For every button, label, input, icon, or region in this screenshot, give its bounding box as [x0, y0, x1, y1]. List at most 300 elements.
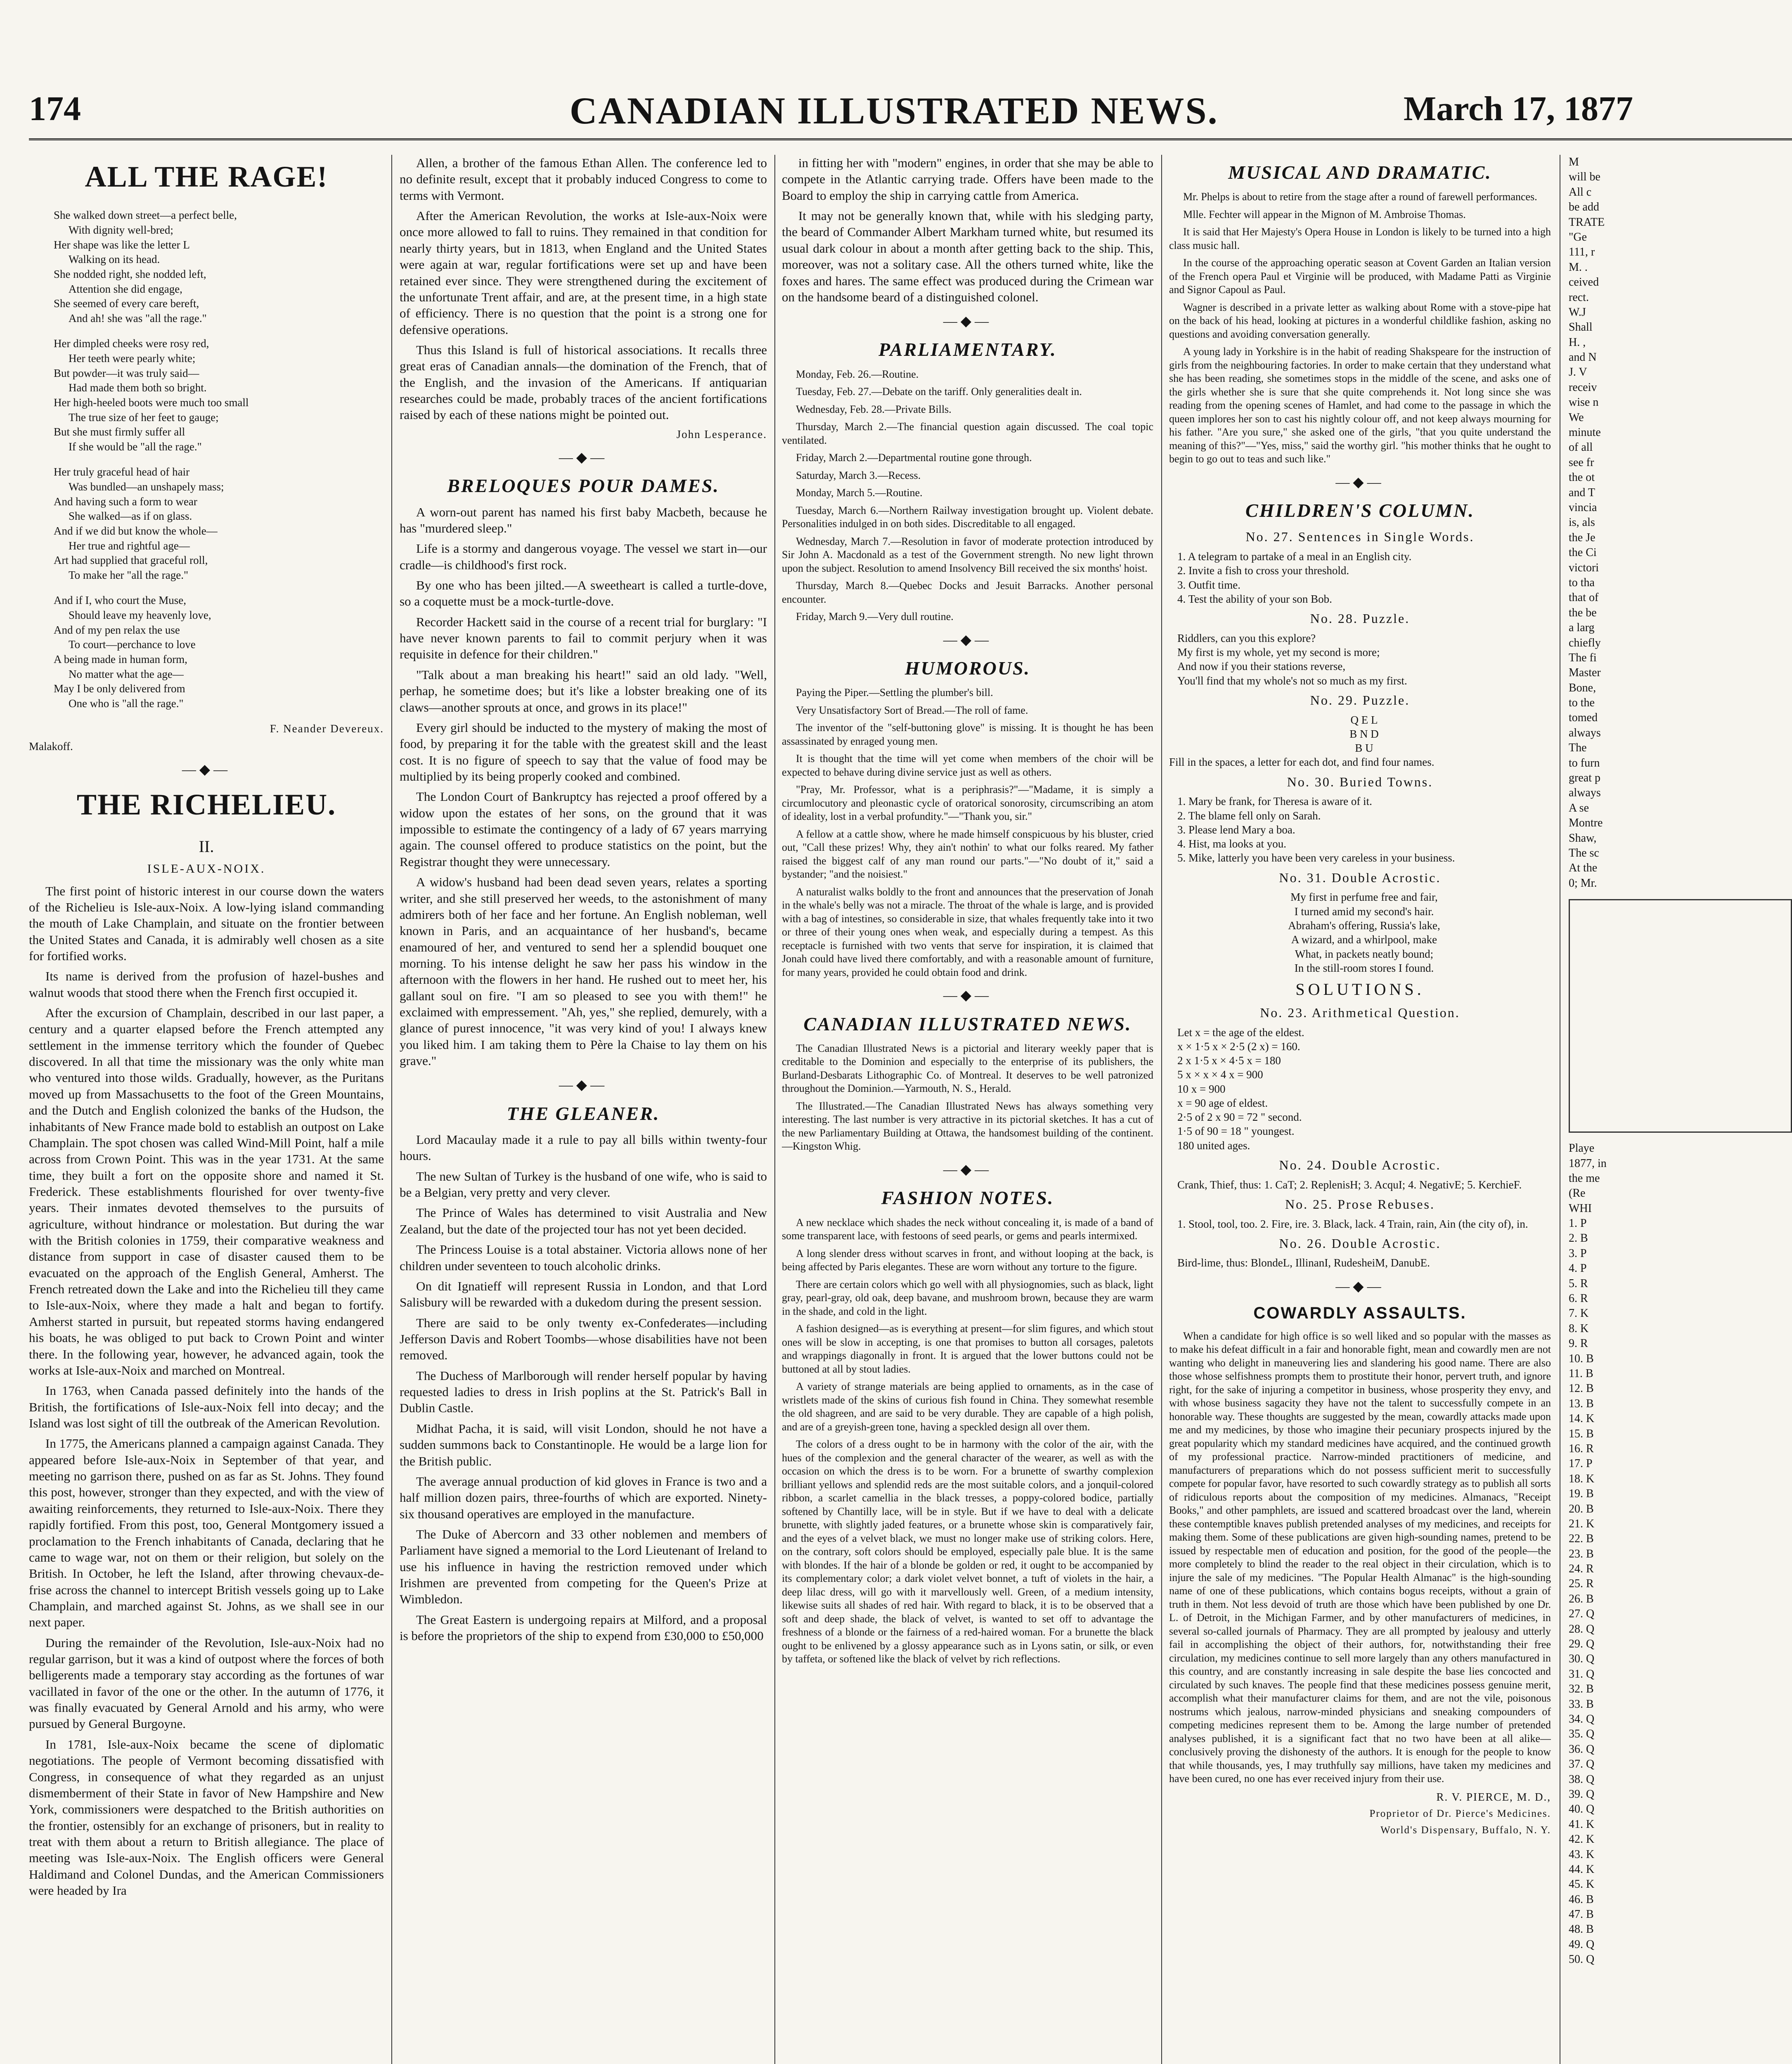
adjacent-numbered-item: 6. R — [1569, 1292, 1588, 1305]
parliamentary-item: Wednesday, Feb. 28.—Private Bills. — [796, 403, 952, 415]
puzzle-31-lines — [1169, 890, 1551, 975]
puzzle-27-line: 2. Invite a fish to cross your threshold. — [1177, 564, 1349, 577]
article-paragraph: After the American Revolution, the works at Isle-aux-Noix were once more allowed to fall to ruins. They remained in that condition for nearly thirty years, but in 1813, when England and the United States were again at war, regular fortifications were set up and have been retained ever since. They were strengthened during the excitement of the unfortunate Trent affair, and are, at the present time, in a high state of efficiency. There is no question that the point is a strong one for defensive operations. — [400, 208, 767, 337]
puzzle-27-lines — [1169, 549, 1551, 606]
puzzle-30-lines — [1169, 794, 1551, 865]
musical-item: It is said that Her Majesty's Opera House in London is likely to be turned into a high class music hall. — [1169, 226, 1551, 251]
column-3 — [782, 155, 1153, 2064]
adjacent-numbered-item: 19. B — [1569, 1487, 1594, 1501]
puzzle-28-line: Riddlers, can you this explore? — [1177, 632, 1316, 644]
fashion-item: A fashion designed—as is everything at present—for slim figures, and which stout ones will be slow in accepting, is one that promises to button all corsages, paletots and wrappings diagonally in front. It is argued that the lower buttons could not be buttoned at all by stout ladies. — [782, 1323, 1153, 1375]
adjacent-numbered-item: 25. R — [1569, 1577, 1594, 1591]
adjacent-fragment: to the — [1569, 696, 1595, 710]
adjacent-fragment: 1877, in — [1569, 1157, 1607, 1170]
adjacent-numbered-item: 48. B — [1569, 1923, 1594, 1936]
section-ornament: —◆— — [943, 632, 992, 648]
musical-item: In the course of the approaching operatic season at Covent Garden an Italian version of the French opera Paul et Virginie will be produced, with Madame Patti as Virginie and Signor Capoul as Paul. — [1169, 257, 1551, 296]
puzzle-29-heading: No. 29. Puzzle. — [1310, 692, 1410, 708]
adjacent-fragment: Montre — [1569, 817, 1603, 830]
adjacent-fragment: "Ge — [1569, 230, 1587, 244]
section-ornament: —◆— — [943, 314, 992, 329]
adjacent-fragment: the be — [1569, 606, 1597, 619]
solutions-heading: SOLUTIONS. — [1295, 980, 1425, 999]
breloques-item: Every girl should be inducted to the mystery of making the most of food, by preparing it for the table with the greatest skill and the least cost. It is no figure of speech to say that the value of food may be multiplied by its being properly cooked and combined. — [400, 720, 767, 783]
cowardly-title: COWARDLY ASSAULTS. — [1253, 1304, 1467, 1322]
article-paragraph: The first point of historic interest in our course down the waters of the Richelieu is Isle-aux-Noix. A low-lying island commanding the mouth of Lake Champlain, and situate on the frontier between the United States and Canada, it is admirably well chosen as a site for fortified works. — [29, 883, 384, 963]
article-paragraph: After the excursion of Champlain, described in our last paper, a century and a quarter elapsed before the French attempted any settlement in the immense territory which the founder of Quebec discovered. In all that time the missionary was the only white man who ventured into those wilds. Gradually, however, as the Puritans moved up from Massachusetts to the foot of the Green Mountains, and the Dutch and English colonized the banks of the Hudson, the inhabitants of New France made bold to establish an outpost on Lake Champlain. The spot chosen was called Wind-Mill Point, half a mile across from Crown Point. This was in the year 1731. At the same time, they built a fort on the opposite shore and named it St. Frederick. These establishments flourished for over twenty-five years. Their inmates devoted themselves to the pursuits of agriculture, without hindrance or molestation. But during the war with the British colonies in 1759, their comparative weakness and distance from support in case of disaster caused them to be evacuated on the approach of the English General, Amherst. The French retreated down the Lake and into the Richelieu till they came to Isle-aux-Noix, where they made a halt and began to fortify. Amherst started in pursuit, but repeated storms having endangered his boats, he was obliged to put back to Crown Point and winter there. In the following year, however, he advanced again, took the works at Isle-aux-Noix and marched on Montreal. — [29, 1006, 384, 1378]
puzzle-31-line: What, in packets neatly bound; — [1295, 947, 1434, 960]
column-1 — [29, 155, 384, 2064]
adjacent-fragment: always — [1569, 786, 1601, 800]
gleaner-item: There are said to be only twenty ex-Confederates—including Jefferson Davis and Robert Toombs—whose disabilities have not been removed. — [400, 1315, 767, 1363]
solution-23-line: 1·5 of 90 = 18 " youngest. — [1177, 1125, 1295, 1138]
fashion-item: There are certain colors which go well with all physiognomies, such as black, light gray, pearl-gray, old oak, deep bavane, and mushroom brown, because they are warm in the shade, and cold in the light. — [782, 1278, 1153, 1317]
parliamentary-item: Friday, March 2.—Departmental routine gone through. — [796, 452, 1032, 464]
adjacent-fragment: TRATE — [1569, 215, 1605, 229]
gleaner-item: The Princess Louise is a total abstainer. Victoria allows none of her children under seventeen to touch alcoholic drinks. — [400, 1242, 767, 1273]
header-rule — [29, 138, 1792, 140]
adjacent-page-fragments-bottom — [1569, 1141, 1792, 1216]
adjacent-numbered-item: 28. Q — [1569, 1622, 1595, 1636]
adjacent-fragment: rect. — [1569, 291, 1589, 304]
poem-line: But she must firmly suffer all — [54, 426, 185, 438]
poem-line: With dignity well-bred; — [69, 224, 173, 237]
adjacent-fragment: receiv — [1569, 381, 1597, 394]
breloques-item: By one who has been jilted.—A sweetheart is called a turtle-dove, so a coquette must be a mock-turtle-dove. — [400, 578, 767, 609]
humorous-title: HUMOROUS. — [904, 657, 1031, 679]
adjacent-numbered-item: 39. Q — [1569, 1787, 1595, 1801]
page-header — [29, 89, 1792, 134]
breloques-item: Life is a stormy and dangerous voyage. The vessel we start in—our cradle—is childhood's first rock. — [400, 541, 767, 572]
poem-line: Art had supplied that graceful roll, — [54, 554, 208, 567]
article-part: II. — [199, 837, 214, 856]
section-ornament: —◆— — [1335, 1278, 1385, 1294]
adjacent-numbered-item: 10. B — [1569, 1352, 1594, 1365]
adjacent-numbered-item: 40. Q — [1569, 1803, 1595, 1816]
puzzle-29-row: B U — [1355, 742, 1373, 755]
adjacent-numbered-item: 37. Q — [1569, 1758, 1595, 1771]
solution-26-heading: No. 26. Double Acrostic. — [1279, 1236, 1441, 1251]
adjacent-numbered-item: 29. Q — [1569, 1638, 1595, 1651]
gleaner-item: The Prince of Wales has determined to visit Australia and New Zealand, but the date of the projected tour has not yet been decided. — [400, 1205, 767, 1236]
poem-line: She nodded right, she nodded left, — [54, 267, 206, 280]
solution-23-line: 2 x 1·5 x × 4·5 x = 180 — [1177, 1054, 1281, 1067]
article-title: THE RICHELIEU. — [76, 788, 336, 821]
adjacent-fragment: The — [1569, 741, 1587, 755]
adjacent-fragment: and N — [1569, 351, 1597, 364]
adjacent-numbered-item: 23. B — [1569, 1547, 1594, 1560]
adjacent-fragment: The sc — [1569, 846, 1599, 859]
adjacent-numbered-item: 50. Q — [1569, 1953, 1595, 1966]
column-rule — [774, 155, 775, 2064]
poem-stanza — [54, 208, 384, 326]
adjacent-fragment: the Ci — [1569, 546, 1597, 559]
humorous-item: The inventor of the "self-buttoning glove" is missing. It is thought he has been assassinated by enraged young men. — [782, 722, 1153, 747]
adjacent-fragment: H. , — [1569, 336, 1586, 349]
humorous-item: A fellow at a cattle show, where he made himself conspicuous by his bluster, cried out, "Call these prizes! Why, they ain't nothin' to what our folks reared. My father raised the biggest calf of any man round our parts."—"No doubt of it," said a bystander; "and the noisiest." — [782, 828, 1153, 881]
adjacent-fragment: to tha — [1569, 576, 1595, 589]
parliamentary-item: Tuesday, Feb. 27.—Debate on the tariff. Only generalities dealt in. — [796, 386, 1082, 398]
adjacent-numbered-item: 45. K — [1569, 1878, 1595, 1891]
puzzle-30-line: 4. Hist, ma looks at you. — [1177, 838, 1286, 850]
cin-item: The Illustrated.—The Canadian Illustrated News has always something very interesting. The last number is very attractive in its pictorial sketches. It has a cut of the new Parliamentary Building at Ottawa, the handsomest building of the continent.—Kingston Whig. — [782, 1100, 1153, 1153]
puzzle-29-note: Fill in the spaces, a letter for each dot, and find four names. — [1169, 756, 1435, 769]
adjacent-numbered-item: 34. Q — [1569, 1712, 1595, 1726]
adjacent-numbered-item: 9. R — [1569, 1337, 1588, 1350]
puzzle-30-line: 2. The blame fell only on Sarah. — [1177, 809, 1321, 822]
cowardly-paragraph: When a candidate for high office is so well liked and so popular with the masses as to make his defeat difficult in a fair and honorable fight, mean and cowardly men are not wanting who delight in maneuvering lies and slandering his good name. There are also those whose selfishness prompts them to prostitute their honor, pervert truth, and ignore right, for the sake of injuring a competitor in business, whose prosperity they envy, and with whose business sagacity they have not the talent to successfully compete in an honorable way. These thoughts are suggested by the mean, cowardly attacks made upon me and my medicines, by those who imagine their pecuniary prospects injured by the great popularity which my standard medicines have acquired, and the continued growth of my professional practice. Narrow-minded practitioners of medicine, and manufacturers of preparations which do not possess sufficient merit to successfully compete for popular favor, have resorted to such cowardly strategy as to publish all sorts of ridiculous reports about the composition of my medicines. Almanacs, "Receipt Books," and other pamphlets, are issued and scattered broadcast over the land, wherein these contemptible knaves publish pretended analyses of my medicines, and receipts for making them. Some of these publications are given high-sounding names, pretend to be issued by respectable men of education and position, for the good of the people—the more completely to blind the reader to the real object in their circulation, which is to injure the sale of my medicines. "The Popular Health Almanac" is the high-sounding name of one of these publications, which contains bogus receipts, without a grain of truth in them. Not less devoid of truth are those which have been published by one Dr. L. of Detroit, in the Michigan Farmer, and by other manufacturers of medicines, in several so-called journals of Pharmacy. They are all prompted by jealousy and utterly fail in accomplishing the object of their authors, for, notwithstanding their free circulation, my medicines continue to sell more largely than any others manufactured in this country, and are constantly increasing in sale despite the base lies concocted and circulated by such knaves. The people find that these medicines possess genuine merit, accomplish what their manufacturer claims for them, and are not the vile, poisonous nostrums which jealous, narrow-minded physicians and sneaking compounders of competing medicines represent them to be. Among the large number of pretended analyses published, it is a significant fact that no two have been at all alike—conclusively proving the dishonesty of the authors. It is enough for the people to know that while thousands, yes, I may truthfully say millions, have taken my medicines and have been cured, no one has ever received injury from their use. — [1169, 1330, 1551, 1785]
adjacent-numbered-item: 15. B — [1569, 1427, 1594, 1440]
gleaner-item: The Duke of Abercorn and 33 other noblemen and members of Parliament have signed a memorial to the Lord Lieutenant of Ireland to use his influence in having the restriction removed under which Irishmen are prevented from competing for the Queen's Prize at Wimbledon. — [400, 1527, 767, 1607]
adjacent-numbered-item: 43. K — [1569, 1848, 1595, 1861]
puzzle-29-row: B N D — [1349, 727, 1379, 740]
adjacent-numbered-item: 12. B — [1569, 1382, 1594, 1395]
adjacent-page-box — [1569, 899, 1792, 1133]
poem-line: And of my pen relax the use — [54, 623, 180, 636]
adjacent-fragment: is, als — [1569, 516, 1595, 529]
gleaner-item: The Great Eastern is undergoing repairs at Milford, and a proposal is before the proprietors of the ship to expend from £30,000 to £50,000 — [400, 1612, 767, 1643]
adjacent-numbered-item: 24. R — [1569, 1562, 1594, 1576]
gleaner-title: THE GLEANER. — [507, 1103, 660, 1124]
column-2 — [400, 155, 767, 2064]
children-title: CHILDREN'S COLUMN. — [1245, 500, 1475, 521]
fashion-item: The colors of a dress ought to be in harmony with the color of the air, with the hues of the complexion and the general character of the wearer, as well as with the occasion on which the dress is to be worn. For a brunette of swarthy complexion brilliant yellows and splendid reds are the most suitable colors, and a jonquil-colored ribbon, a scarlet camellia in the black tresses, a poppy-colored bodice, partially softened by Chantilly lace, will be in style. But if we have to deal with a delicate brunette, with slightly jaded features, or a brunette whose skin is comparatively fair, and the eyes of a velvet black, we must no longer make use of striking colors. Here, on the contrary, soft colors should be employed, especially pale blue. It is the same with blondes. If the hair of a blonde be golden or red, it ought to be accompanied by its complementary color; a dark violet velvet bonnet, a tuft of violets in the hair, a deep lilac dress, will go with it marvellously well. Green, of a medium intensity, likewise suits all shades of red hair. With regard to black, it is to be observed that a soft and deep shade, the black of velvet, is wanted to set off to advantage the freshness of a blonde or the fairness of a red-haired woman. For a brunette the black ought to be enlivened by a glossy appearance such as in Lyons satin, or silk, or even by taffeta, or softened like the black of velvet by rich reflections. — [782, 1438, 1153, 1665]
puzzle-31-line: In the still-room stores I found. — [1294, 961, 1434, 974]
poem-line: A being made in human form, — [54, 653, 187, 665]
solution-23-line: 2·5 of 2 x 90 = 72 " second. — [1177, 1111, 1302, 1124]
adjacent-fragment: M — [1569, 156, 1579, 168]
breloques-item: Recorder Hackett said in the course of a recent trial for burglary: "I have never known parents to fail to commit perjury when it was requisite in defence for their children." — [400, 614, 767, 662]
poem-line: She walked down street—a perfect belle, — [54, 209, 237, 222]
solution-23-lines — [1169, 1025, 1551, 1153]
adjacent-page-fragments-top — [1569, 155, 1792, 891]
section-ornament: —◆— — [943, 988, 992, 1004]
poem-line: And if I, who court the Muse, — [54, 594, 186, 607]
poem-line: The true size of her feet to gauge; — [69, 411, 219, 424]
parliamentary-item: Thursday, March 2.—The financial question again discussed. The coal topic ventilated. — [782, 421, 1153, 446]
puzzle-31-line: A wizard, and a whirlpool, make — [1291, 933, 1437, 946]
article-paragraph: Allen, a brother of the famous Ethan Allen. The conference led to no definite result, except that it probably induced Congress to come to terms with Vermont. — [400, 156, 767, 203]
breloques-item: A widow's husband had been dead seven years, relates a sporting writer, and she still preserved her weeds, to the astonishment of many admirers both of her face and her fortune. An English nobleman, well known in Paris, and an acquaintance of her husband's, became enamoured of her, and ventured to send her a splendid bouquet one morning. To his intense delight he saw her pass his window in the afternoon with the flowers in her hand. He rushed out to meet her, his gallant soul on fire. "I am so pleased to see you with them!" he exclaimed with empressement. "Ah, yes," she replied, demurely, with a glance of purest innocence, "it was very kind of you! I always knew you liked him. I am taking them to Père la Chaise to lay them on his grave." — [400, 875, 767, 1068]
fashion-item: A new necklace which shades the neck without concealing it, is made of a band of some transparent lace, with festoons of seed pearls, or gems and pearls intermixed. — [782, 1216, 1153, 1242]
musical-title: MUSICAL AND DRAMATIC. — [1228, 162, 1492, 183]
page-number: 174 — [29, 90, 81, 128]
gleaner-item: Lord Macaulay made it a rule to pay all bills within twenty-four hours. — [400, 1132, 767, 1163]
article-paragraph: In 1775, the Americans planned a campaign against Canada. They appeared before Isle-aux-Noix in September of that year, and meeting no garrison there, pushed on as far as St. Johns. They found this post, however, stronger than they expected, and with the view of awaiting reinforcements, they returned to Isle-aux-Noix. There they rapidly fortified. From this post, too, General Montgomery issued a proclamation to the French inhabitants of Canada, declaring that he came to wage war, not on them or their religion, but solely on the British. In October, he left the Island, after throwing chevaux-de-frise across the channel to intercept British vessels going up to Lake Champlain, and marched against St. Johns, as we shall see in our next paper. — [29, 1436, 384, 1630]
adjacent-numbered-item: 30. Q — [1569, 1652, 1595, 1666]
puzzle-27-line: 1. A telegram to partake of a meal in an English city. — [1177, 550, 1412, 563]
adjacent-fragment: will be — [1569, 170, 1600, 184]
adjacent-numbered-item: 36. Q — [1569, 1742, 1595, 1756]
gleaner-item: in fitting her with "modern" engines, in order that she may be able to compete in the Atlantic carrying trade. Offers have been made to the Board to employ the ship in carrying cattle from America. — [782, 156, 1153, 203]
adjacent-fragment: victori — [1569, 561, 1599, 574]
adjacent-numbered-item: 26. B — [1569, 1592, 1594, 1605]
solution-23-line: x = 90 age of eldest. — [1177, 1096, 1268, 1109]
poem-line: To make her "all the rage." — [69, 568, 189, 581]
adjacent-numbered-item: 27. Q — [1569, 1607, 1595, 1621]
solution-25-heading: No. 25. Prose Rebuses. — [1285, 1196, 1435, 1212]
adjacent-numbered-item: 13. B — [1569, 1397, 1594, 1410]
article-paragraph: In 1781, Isle-aux-Noix became the scene of diplomatic negotiations. The people of Vermont becoming dissatisfied with Congress, in consequence of what they regarded as an unjust dismemberment of their State in favor of New Hampshire and New York, commissioners were despatched to the British authorities on the frontier, ostensibly for an exchange of prisoners, but in reality to treat with them about a return to British allegiance. The place of meeting was Isle-aux-Noix. The English officers were General Haldimand and Colonel Dundas, and the American Commissioners were headed by Ira — [29, 1737, 384, 1898]
poem-line: Her truly graceful head of hair — [54, 466, 190, 478]
adjacent-fragment: Playe — [1569, 1142, 1595, 1155]
fashion-item: A long slender dress without scarves in front, and without looping at the back, is being affected by Paris elegantes. These are worn without any torture to the figure. — [782, 1247, 1153, 1273]
puzzle-30-line: 5. Mike, latterly you have been very careless in your business. — [1177, 852, 1455, 864]
poem-line: And if we did but know the whole— — [54, 524, 218, 537]
poem-place: Malakoff. — [29, 740, 73, 753]
puzzle-31-line: I turned amid my second's hair. — [1294, 905, 1434, 918]
fashion-title: FASHION NOTES. — [881, 1187, 1054, 1209]
adjacent-numbered-item: 2. B — [1569, 1232, 1588, 1245]
gleaner-continued — [782, 155, 1153, 305]
adjacent-fragment: chiefly — [1569, 636, 1601, 649]
article-paragraph: In 1763, when Canada passed definitely into the hands of the British, the fortifications of Isle-aux-Noix fell into decay; and the Island was lost sight of till the outbreak of the American Revolution. — [29, 1383, 384, 1430]
adjacent-fragment: Bone, — [1569, 681, 1596, 694]
adjacent-fragment: 0; Mr. — [1569, 876, 1597, 890]
gleaner-item: The new Sultan of Turkey is the husband of one wife, who is said to be a Belgian, very pretty and very clever. — [400, 1169, 767, 1200]
article-signature: John Lesperance. — [676, 428, 767, 440]
musical-item: A young lady in Yorkshire is in the habit of reading Shakspeare for the instruction of girls from the neighbouring factories. In order to make certain that they understand what she has been reading, she sometimes stops in the middle of the scene, and asks one of the girls whether she is sure that she quite comprehends it. Not long since she was reading from the opening scenes of Hamlet, and had come to the passage in which the queen implores her son to cast his nightly colour off, and not keep always mourning for his father. "Are you sure," she asked one of the girls, "that you quite understand the meaning of this?"—"Yes, miss," said the worthy girl. "his mother thinks that he ought to begin to go out to teas and such like." — [1169, 346, 1551, 465]
humorous-item: It is thought that the time will yet come when members of the choir will be expected to behave during divine service just as well as others. — [782, 753, 1153, 778]
gleaner-item: The average annual production of kid gloves in France is two and a half million dozen pairs, three-fourths of which are exported. Ninety-six thousand operatives are employed in the manufacture. — [400, 1474, 767, 1521]
parliamentary-item: Monday, March 5.—Routine. — [796, 487, 923, 499]
adjacent-fragment: ceived — [1569, 276, 1599, 289]
puzzle-27-line: 4. Test the ability of your son Bob. — [1177, 592, 1332, 605]
adjacent-fragment: Shaw, — [1569, 831, 1597, 845]
adjacent-fragment: a larg — [1569, 621, 1595, 634]
poem-line: Walking on its head. — [69, 253, 160, 266]
adjacent-fragment: Shall — [1569, 321, 1593, 334]
poem-line: One who is "all the rage." — [69, 697, 184, 710]
adjacent-fragment: W.J — [1569, 305, 1586, 319]
adjacent-numbered-item: 46. B — [1569, 1893, 1594, 1906]
cowardly-address: World's Dispensary, Buffalo, N. Y. — [1380, 1824, 1551, 1836]
adjacent-fragment: of all — [1569, 441, 1593, 454]
adjacent-fragment: be add — [1569, 201, 1599, 214]
cin-item: The Canadian Illustrated News is a pictorial and literary weekly paper that is creditable to the Dominion and especially to the enterprise of its publishers, the Burland-Desbarats Lithographic Co. of Montreal. It deserves to be well patronized throughout the Dominion.—Yarmouth, N. S., Herald. — [782, 1042, 1153, 1095]
adjacent-fragment: We — [1569, 411, 1584, 424]
humorous-item: Very Unsatisfactory Sort of Bread.—The roll of fame. — [796, 704, 1028, 716]
poem-line: If she would be "all the rage." — [69, 440, 202, 453]
musical-body — [1169, 190, 1551, 466]
adjacent-numbered-item: 16. R — [1569, 1442, 1594, 1455]
poem-title: ALL THE RAGE! — [85, 160, 328, 193]
adjacent-fragment: 111, r — [1569, 246, 1595, 259]
adjacent-fragment: (Re — [1569, 1187, 1586, 1200]
cowardly-signature: R. V. PIERCE, M. D., — [1436, 1790, 1551, 1803]
gleaner-item: It may not be generally known that, while with his sledging party, the beard of Commander Albert Markham turned white, but resumed its usual dark colour in about a month after getting back to the ship. This, moreover, was not a solitary case. All the others turned white, like the foxes and hares. The same effect was produced during the Crimean war on the handsome beard of a distinguished colonel. — [782, 208, 1153, 304]
poem-line: And ah! she was "all the rage." — [69, 312, 207, 324]
puzzle-28-line: You'll find that my whole's not so much as my first. — [1177, 674, 1407, 687]
solution-23-line: x × 1·5 x × 2·5 (2 x) = 160. — [1177, 1040, 1300, 1053]
adjacent-numbered-item: 38. Q — [1569, 1773, 1595, 1786]
adjacent-fragment: that of — [1569, 591, 1599, 604]
adjacent-fragment: At the — [1569, 862, 1598, 875]
parliamentary-item: Saturday, March 3.—Recess. — [796, 469, 921, 481]
adjacent-fragment: M. . — [1569, 260, 1588, 274]
poem-line: Her teeth were pearly white; — [69, 352, 196, 365]
adjacent-numbered-item: 4. P — [1569, 1262, 1587, 1275]
breloques-item: A worn-out parent has named his first baby Macbeth, because he has "murdered sleep." — [400, 504, 767, 535]
adjacent-numbered-item: 18. K — [1569, 1472, 1595, 1485]
masthead-title: CANADIAN ILLUSTRATED NEWS. — [570, 90, 1219, 132]
poem-stanza — [54, 593, 384, 711]
poem-line: Her true and rightful age— — [69, 539, 190, 552]
puzzle-28-heading: No. 28. Puzzle. — [1310, 611, 1410, 626]
column-rule — [1161, 155, 1162, 2064]
adjacent-numbered-item: 31. Q — [1569, 1667, 1595, 1681]
adjacent-fragment: A se — [1569, 801, 1589, 814]
adjacent-fragment: the ot — [1569, 471, 1595, 484]
humorous-item: A naturalist walks boldly to the front and announces that the preservation of Jonah in the whale's belly was not a miracle. The throat of the whale is large, and is provided with a bag of intestines, so considerable in size, that whales frequently take into it two or three of their young ones when weak, and especially during a tempest. As this receptacle is furnished with two vents that serve for inspiration, it is claimed that Jonah could have lived there comfortably, and with a reasonable amount of furniture, for many years, provided he could obtain food and drink. — [782, 885, 1153, 978]
article-body — [29, 883, 384, 1899]
poem-line: She seemed of every care bereft, — [54, 297, 199, 310]
adjacent-fragment: WHI — [1569, 1202, 1592, 1215]
cin-body — [782, 1042, 1153, 1153]
poem-line: To court—perchance to love — [69, 638, 196, 651]
breloques-item: The London Court of Bankruptcy has rejected a proof offered by a widow upon the estates of her sons, on the ground that it was impossible to estimate the contingency of a lady of 67 years marrying again. The counsel offered to produce statistics on the point, but the Registrar thought they were unnecessary. — [400, 789, 767, 869]
poem-line: Had made them both so bright. — [69, 381, 207, 394]
adjacent-numbered-item: 14. K — [1569, 1412, 1595, 1425]
article-body-continued — [400, 155, 767, 423]
gleaner-body — [400, 1131, 767, 1644]
section-ornament: —◆— — [182, 762, 231, 777]
gleaner-item: Midhat Pacha, it is said, will visit London, should he not have a sudden summons back to Constantinople. He would be a large lion for the British public. — [400, 1421, 767, 1468]
fashion-item: A variety of strange materials are being applied to ornaments, as in the case of wristlets made of the skins of curious fish found in China. They somewhat resemble the old shagreen, and are said to be very durable. They are capable of a high polish, and are of a greyish-green tone, having a speckled design all over them. — [782, 1380, 1153, 1433]
adjacent-numbered-item: 44. K — [1569, 1863, 1595, 1876]
adjacent-numbered-item: 5. R — [1569, 1277, 1588, 1290]
solution-23-heading: No. 23. Arithmetical Question. — [1260, 1005, 1460, 1020]
adjacent-numbered-item: 22. B — [1569, 1532, 1594, 1546]
fashion-body — [782, 1216, 1153, 1666]
musical-item: Wagner is described in a private letter as walking about Rome with a stove-pipe hat on the back of his head, looking at pictures in a wonderful childlike fashion, asking no questions and avoiding conversation generally. — [1169, 301, 1551, 340]
puzzle-30-line: 1. Mary be frank, for Theresa is aware of it. — [1177, 795, 1372, 808]
poem-line: Her high-heeled boots were much too small — [54, 396, 249, 409]
section-ornament: —◆— — [559, 1077, 608, 1093]
adjacent-numbered-item: 17. P — [1569, 1457, 1593, 1470]
parliamentary-item: Thursday, March 8.—Quebec Docks and Jesuit Barracks. Another personal encounter. — [782, 580, 1153, 605]
puzzle-28-line: And now if you their stations reverse, — [1177, 660, 1346, 673]
parliamentary-item: Monday, Feb. 26.—Routine. — [796, 368, 919, 380]
puzzle-27-heading: No. 27. Sentences in Single Words. — [1245, 529, 1475, 544]
adjacent-fragment: and T — [1569, 486, 1596, 499]
section-ornament: —◆— — [1335, 474, 1385, 490]
adjacent-numbered-item: 1. P — [1569, 1217, 1587, 1230]
musical-item: Mlle. Fechter will appear in the Mignon of M. Ambroise Thomas. — [1183, 208, 1466, 220]
poem — [29, 208, 384, 711]
solution-25-text: 1. Stool, tool, too. 2. Fire, ire. 3. Black, lack. 4 Train, rain, Ain (the city of), in. — [1177, 1217, 1528, 1230]
parliamentary-body — [782, 368, 1153, 624]
poem-line: Attention she did engage, — [69, 282, 182, 295]
solution-24-heading: No. 24. Double Acrostic. — [1279, 1157, 1441, 1173]
column-4 — [1169, 155, 1551, 2064]
poem-stanza — [54, 465, 384, 582]
puzzle-28-line: My first is my whole, yet my second is more; — [1177, 646, 1380, 659]
adjacent-fragment: great p — [1569, 772, 1600, 785]
solution-26-text: Bird-lime, thus: BlondeL, IllinanI, RudesheiM, DanubE. — [1177, 1257, 1430, 1269]
adjacent-fragment: the Je — [1569, 531, 1596, 544]
adjacent-numbered-item: 8. K — [1569, 1322, 1589, 1335]
adjacent-fragment: always — [1569, 726, 1601, 739]
poem-signature: F. Neander Devereux. — [270, 722, 384, 735]
adjacent-numbered-item: 20. B — [1569, 1502, 1594, 1515]
adjacent-fragment: vincia — [1569, 501, 1597, 514]
adjacent-numbered-item: 42. K — [1569, 1833, 1595, 1846]
parliamentary-title: PARLIAMENTARY. — [878, 339, 1057, 360]
adjacent-numbered-item: 11. B — [1569, 1367, 1593, 1380]
puzzle-27-line: 3. Outfit time. — [1177, 578, 1240, 591]
poem-line: And having such a form to wear — [54, 495, 197, 508]
adjacent-fragment: to furn — [1569, 756, 1600, 769]
adjacent-fragment: minute — [1569, 426, 1601, 439]
puzzle-28-lines — [1169, 631, 1551, 688]
adjacent-page-numbered-list — [1569, 1216, 1792, 1967]
adjacent-fragment: tomed — [1569, 711, 1598, 724]
adjacent-numbered-item: 41. K — [1569, 1818, 1595, 1831]
puzzle-31-line: Abraham's offering, Russia's lake, — [1288, 919, 1440, 932]
poem-line: But powder—it was truly said— — [54, 367, 199, 379]
section-ornament: —◆— — [943, 1162, 992, 1177]
puzzle-29-row: Q E L — [1350, 713, 1378, 726]
adjacent-fragment: see fr — [1569, 456, 1594, 469]
adjacent-fragment: the me — [1569, 1172, 1600, 1185]
poem-line: May I be only delivered from — [54, 682, 185, 695]
poem-line: Should leave my heavenly love, — [69, 609, 211, 622]
solution-23-line: 180 united ages. — [1177, 1139, 1250, 1152]
poem-line: Her shape was like the letter L — [54, 238, 190, 251]
section-ornament: —◆— — [559, 450, 608, 466]
humorous-body — [782, 686, 1153, 979]
adjacent-fragment: The fi — [1569, 651, 1597, 664]
issue-date: March 17, 1877 — [1404, 90, 1633, 128]
solution-23-line: Let x = the age of the eldest. — [1177, 1026, 1304, 1039]
adjacent-fragment: J. V — [1569, 366, 1587, 379]
solution-23-line: 10 x = 900 — [1177, 1082, 1226, 1095]
adjacent-numbered-item: 3. P — [1569, 1247, 1587, 1260]
puzzle-30-line: 3. Please lend Mary a boa. — [1177, 823, 1295, 836]
adjacent-numbered-item: 49. Q — [1569, 1938, 1595, 1951]
column-5-adjacent-page — [1569, 155, 1792, 2064]
puzzle-29-grid — [1169, 713, 1551, 755]
breloques-item: "Talk about a man breaking his heart!" said an old lady. "Well, perhap, he sometime does; but it's like a lobster breaking one of its claws—another sprouts at once, and grows in its place!" — [400, 667, 767, 715]
poem-line: No matter what the age— — [69, 667, 184, 680]
adjacent-numbered-item: 35. Q — [1569, 1728, 1595, 1741]
breloques-body — [400, 504, 767, 1069]
poem-stanza — [54, 336, 384, 454]
poem-line: She walked—as if on glass. — [69, 510, 192, 523]
puzzle-31-line: My first in perfume free and fair, — [1290, 891, 1438, 904]
humorous-item: Paying the Piper.—Settling the plumber's bill. — [796, 686, 993, 699]
adjacent-numbered-item: 47. B — [1569, 1908, 1594, 1921]
puzzle-31-heading: No. 31. Double Acrostic. — [1279, 870, 1441, 885]
adjacent-fragment: Master — [1569, 666, 1601, 679]
adjacent-numbered-item: 7. K — [1569, 1307, 1589, 1320]
parliamentary-item: Tuesday, March 6.—Northern Railway investigation brought up. Violent debate. Personalities indulged in on both sides. Discreditable to all engaged. — [782, 504, 1153, 530]
article-paragraph: During the remainder of the Revolution, Isle-aux-Noix had no regular garrison, but it was a kind of outpost where the forces of both belligerents made a temporary stay according as the fortunes of war vacillated in favor of the one or the other. In the autumn of 1776, it was finally evacuated by General Arnold and his army, who were pursued by General Burgoyne. — [29, 1635, 384, 1731]
article-paragraph: Thus this Island is full of historical associations. It recalls three great eras of Canadian annals—the domination of the French, that of the English, and the invasion of the Americans. If antiquarian researches could be made, probably traces of the ancient fortifications raised by each of these nations might be pointed out. — [400, 342, 767, 422]
solution-24-text: Crank, Thief, thus: 1. CaT; 2. ReplenisH; 3. AcquI; 4. NegativE; 5. KerchieF. — [1177, 1178, 1522, 1191]
poem-line: Was bundled—an unshapely mass; — [69, 480, 224, 493]
musical-item: Mr. Phelps is about to retire from the stage after a round of farewell performances. — [1183, 191, 1537, 203]
cowardly-proprietor: Proprietor of Dr. Pierce's Medicines. — [1369, 1808, 1551, 1819]
article-subtitle: ISLE-AUX-NOIX. — [147, 862, 266, 876]
humorous-item: "Pray, Mr. Professor, what is a periphrasis?"—"Madame, it is simply a circumlocutory and pleonastic cycle of oratorical sonorosity, circumscribing an atom of ideality, lost in a verbal profundity."—"Thank you, sir." — [782, 783, 1153, 823]
adjacent-fragment: All c — [1569, 185, 1592, 199]
puzzle-30-heading: No. 30. Buried Towns. — [1287, 774, 1433, 789]
parliamentary-item: Friday, March 9.—Very dull routine. — [796, 611, 954, 623]
adjacent-numbered-item: 32. B — [1569, 1683, 1594, 1696]
column-rule — [391, 155, 392, 2064]
